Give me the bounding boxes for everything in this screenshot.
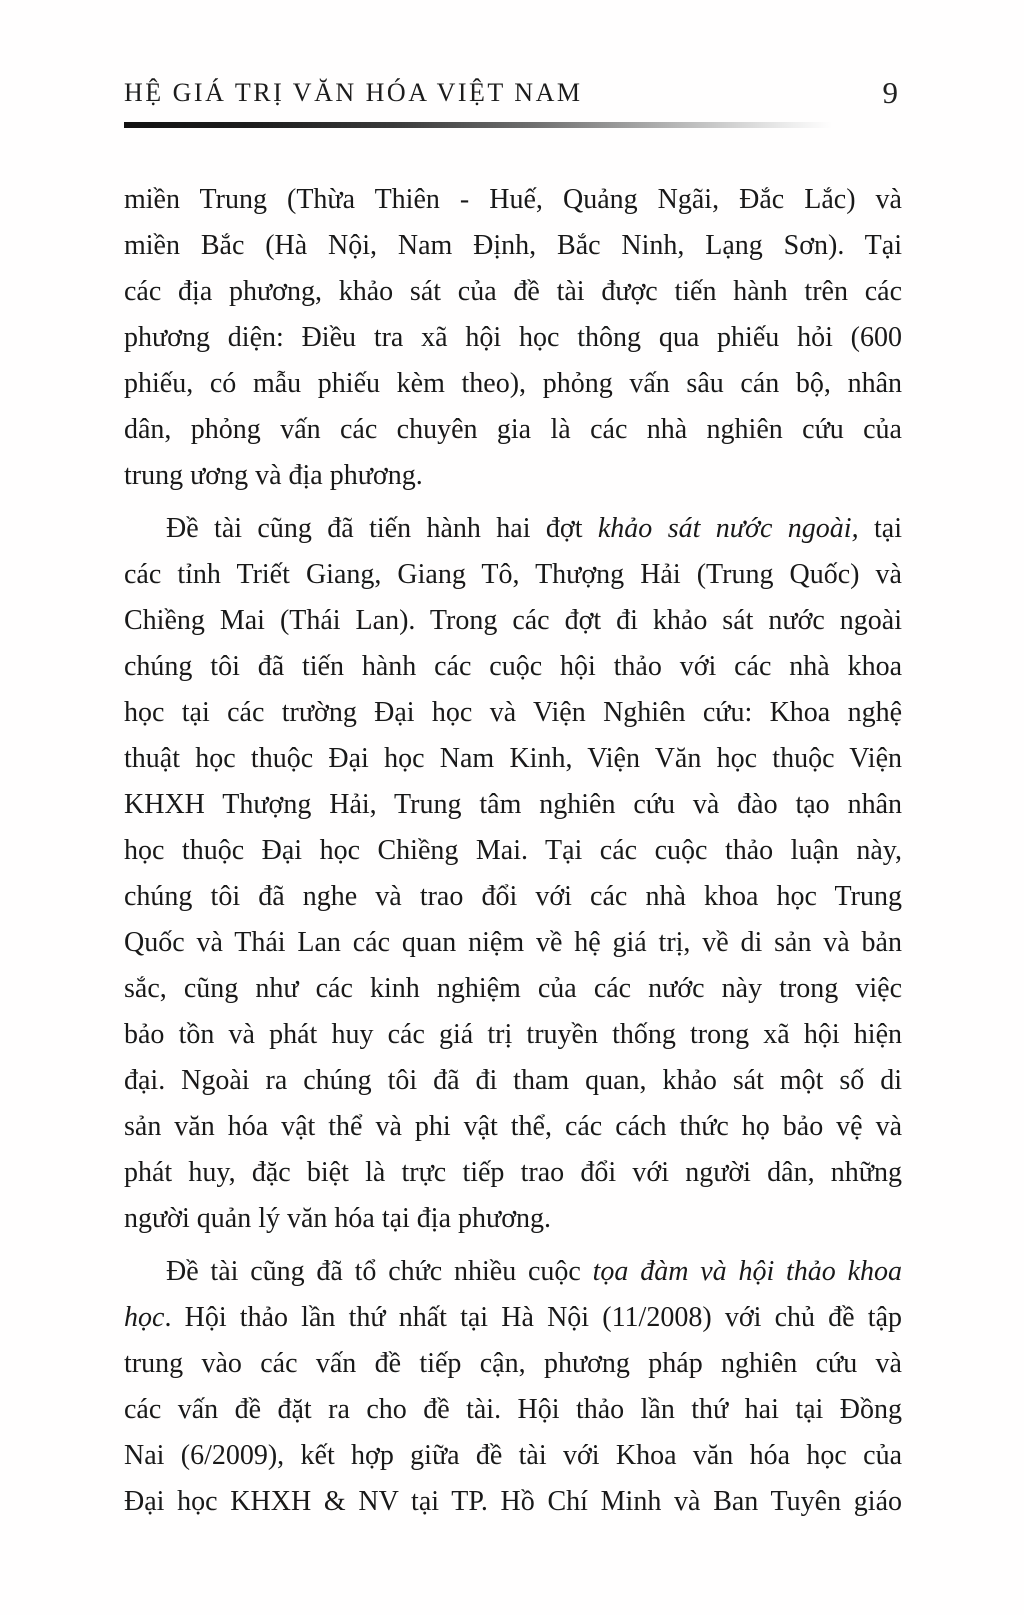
text-line: [124, 1295, 902, 1341]
text-line: [124, 1433, 902, 1479]
text-line: [124, 315, 902, 361]
text-segment: các vấn đề đặt ra cho đề tài. Hội thảo lần thứ hai tại Đồng: [124, 1394, 902, 1425]
text-line: [124, 177, 902, 223]
text-line: [124, 1012, 902, 1058]
text-line: [124, 598, 902, 644]
text-segment: KHXH Thượng Hải, Trung tâm nghiên cứu và đào tạo nhân: [124, 789, 902, 820]
text-segment: miền Bắc (Hà Nội, Nam Định, Bắc Ninh, Lạng Sơn). Tại: [124, 230, 902, 261]
text-line: [124, 1150, 902, 1196]
text-line: [124, 1058, 902, 1104]
text-line: [124, 407, 902, 453]
text-line: [124, 920, 902, 966]
text-line: [124, 1196, 902, 1242]
text-line: [124, 1479, 902, 1525]
text-line: [124, 269, 902, 315]
text-segment: Chiềng Mai (Thái Lan). Trong các đợt đi khảo sát nước ngoài: [124, 605, 902, 636]
text-segment: học tại các trường Đại học và Viện Nghiên cứu: Khoa nghệ: [124, 697, 902, 728]
italic-text-segment: tọa đàm và hội thảo khoa: [592, 1256, 902, 1287]
text-segment: Quốc và Thái Lan các quan niệm về hệ giá trị, về di sản và bản: [124, 927, 902, 958]
text-line: [124, 1249, 902, 1295]
text-line: [124, 644, 902, 690]
text-segment: chúng tôi đã nghe và trao đổi với các nhà khoa học Trung: [124, 881, 902, 912]
text-segment: chúng tôi đã tiến hành các cuộc hội thảo với các nhà khoa: [124, 651, 902, 682]
paragraph: [124, 506, 902, 1242]
text-line: [124, 828, 902, 874]
text-line: [124, 453, 902, 499]
text-segment: miền Trung (Thừa Thiên - Huế, Quảng Ngãi, Đắc Lắc) và: [124, 184, 902, 215]
text-segment: phiếu, có mẫu phiếu kèm theo), phỏng vấn sâu cán bộ, nhân: [124, 368, 902, 399]
text-segment: sắc, cũng như các kinh nghiệm của các nước này trong việc: [124, 973, 902, 1004]
running-header-title: HỆ GIÁ TRỊ VĂN HÓA VIỆT NAM: [124, 78, 583, 107]
text-segment: học thuộc Đại học Chiềng Mai. Tại các cuộc thảo luận này,: [124, 835, 902, 866]
text-line: [124, 1341, 902, 1387]
text-segment: tại: [858, 513, 902, 544]
text-segment: sản văn hóa vật thể và phi vật thể, các cách thức họ bảo vệ và: [124, 1111, 902, 1142]
text-segment: đại. Ngoài ra chúng tôi đã đi tham quan, khảo sát một số di: [124, 1065, 902, 1096]
header-rule-gradient: [124, 122, 832, 128]
text-line: [124, 361, 902, 407]
text-line: [124, 736, 902, 782]
text-segment: Đề tài cũng đã tổ chức nhiều cuộc: [166, 1256, 593, 1287]
text-segment: Đề tài cũng đã tiến hành hai đợt: [166, 513, 598, 544]
text-line: [124, 1104, 902, 1150]
text-segment: dân, phỏng vấn các chuyên gia là các nhà nghiên cứu của: [124, 414, 902, 445]
paragraph: [124, 1249, 902, 1525]
text-line: [124, 874, 902, 920]
text-line: [124, 552, 902, 598]
text-segment: thuật học thuộc Đại học Nam Kinh, Viện Văn học thuộc Viện: [124, 743, 902, 774]
text-line: [124, 1387, 902, 1433]
text-line: [124, 690, 902, 736]
italic-text-segment: học: [124, 1302, 165, 1333]
text-line: [124, 506, 902, 552]
text-segment: phát huy, đặc biệt là trực tiếp trao đổi với người dân, những: [124, 1157, 902, 1188]
text-line: [124, 782, 902, 828]
text-segment: trung ương và địa phương.: [124, 460, 423, 491]
text-segment: trung vào các vấn đề tiếp cận, phương pháp nghiên cứu và: [124, 1348, 902, 1379]
italic-text-segment: khảo sát nước ngoài,: [597, 513, 859, 544]
text-segment: phương diện: Điều tra xã hội học thông qua phiếu hỏi (600: [124, 322, 902, 353]
page-number: 9: [882, 75, 898, 110]
page-content: [124, 0, 902, 1525]
text-segment: Đại học KHXH & NV tại TP. Hồ Chí Minh và Ban Tuyên giáo: [124, 1486, 902, 1517]
text-segment: người quản lý văn hóa tại địa phương.: [124, 1203, 551, 1234]
text-segment: bảo tồn và phát huy các giá trị truyền thống trong xã hội hiện: [124, 1019, 902, 1050]
page-body: [124, 177, 902, 1525]
text-line: [124, 966, 902, 1012]
text-segment: . Hội thảo lần thứ nhất tại Hà Nội (11/2008) với chủ đề tập: [164, 1302, 902, 1333]
text-segment: Nai (6/2009), kết hợp giữa đề tài với Khoa văn hóa học của: [124, 1440, 902, 1471]
paragraph: [124, 177, 902, 499]
running-header: [124, 76, 902, 110]
text-segment: các địa phương, khảo sát của đề tài được tiến hành trên các: [124, 276, 902, 307]
text-line: [124, 223, 902, 269]
text-segment: các tỉnh Triết Giang, Giang Tô, Thượng Hải (Trung Quốc) và: [124, 559, 902, 590]
